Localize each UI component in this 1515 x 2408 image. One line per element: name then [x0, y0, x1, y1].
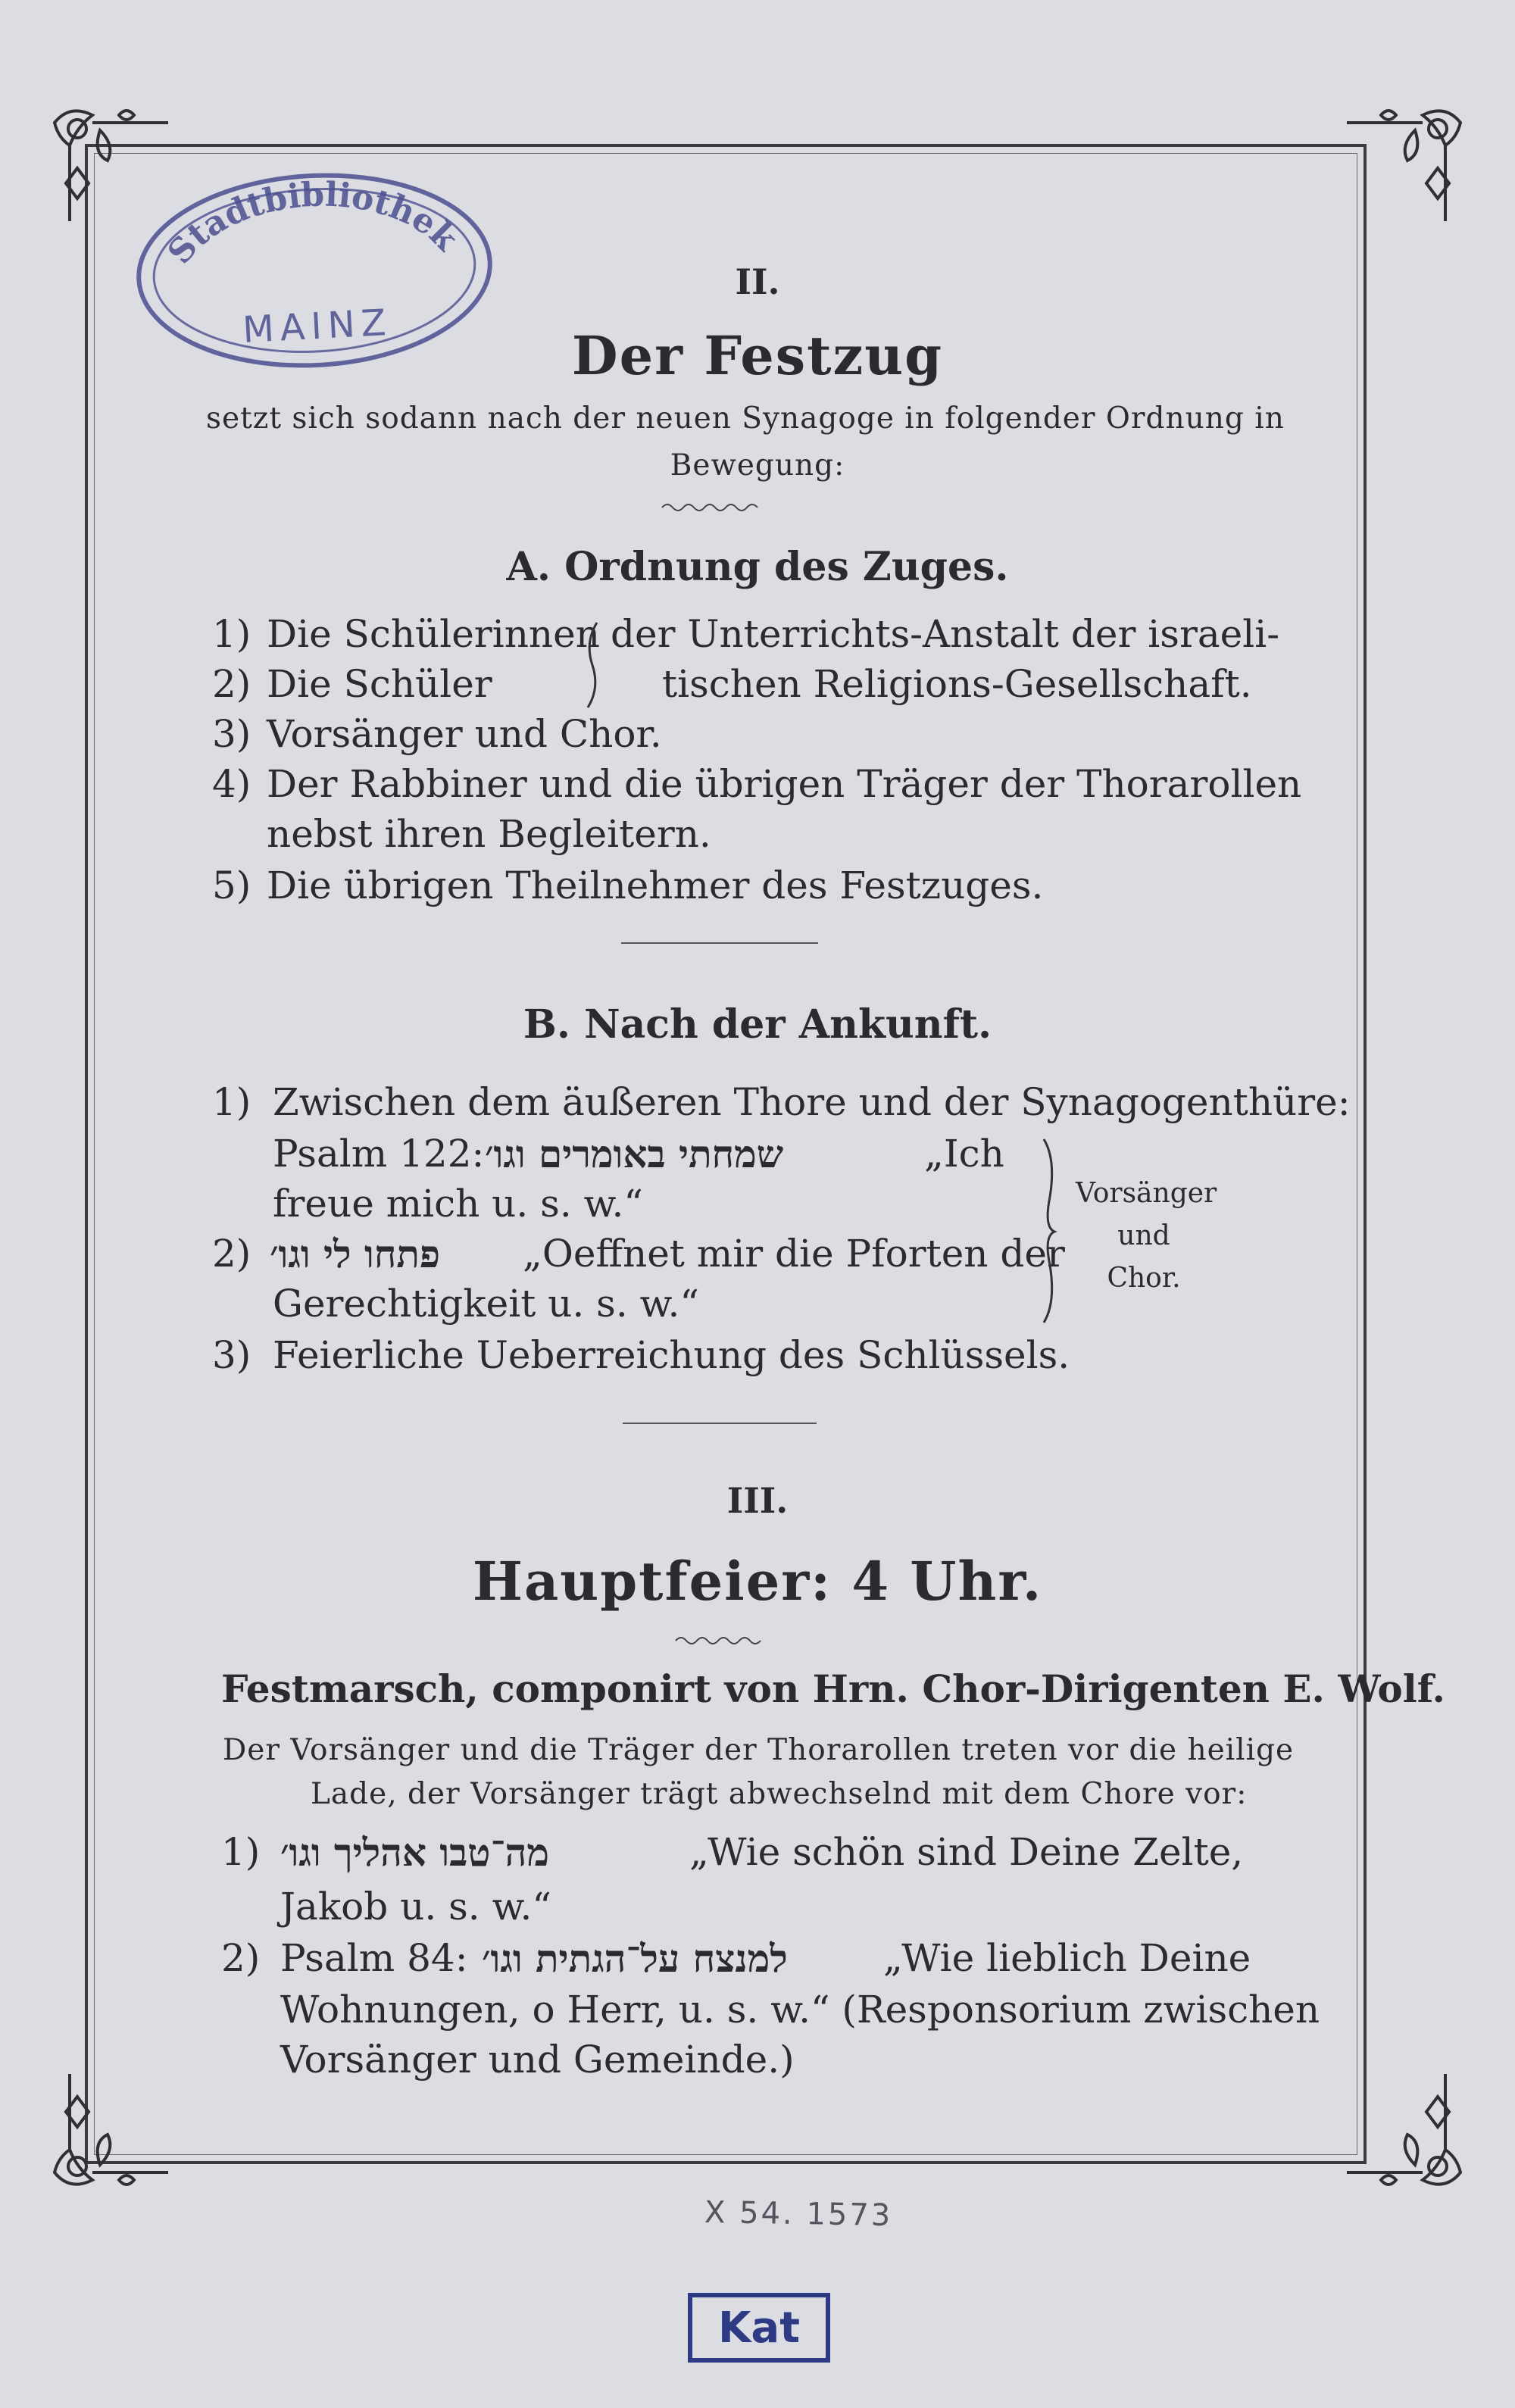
section-3-intro-line2: Lade, der Vorsänger trägt abwechselnd mit dem Chore vor:: [311, 1777, 1248, 1811]
stamp-top-text: Stadtbibliothek: [160, 175, 466, 272]
list-number: 4): [212, 762, 251, 806]
verse-translation: „Ich: [924, 1132, 1004, 1176]
list-item-bracket-text: der Unterrichts-Anstalt der israeli-: [611, 612, 1280, 656]
ornament-corner-bottom-left: [47, 2066, 176, 2195]
list-number: 2): [212, 662, 251, 706]
section-2-intro-line1: setzt sich sodann nach der neuen Synagoge in folgender Ordnung in: [206, 401, 1285, 436]
section-2-title: Der Festzug: [571, 324, 944, 387]
list-number: 2): [212, 1232, 251, 1276]
section-2-intro-line2: Bewegung:: [670, 448, 845, 483]
list-number: 5): [212, 864, 251, 907]
list-item: Die Schülerinnen: [267, 612, 600, 656]
list-number: 1): [212, 1080, 251, 1124]
divider-squiggle: [674, 1635, 765, 1647]
svg-text:Stadtbibliothek: [157, 167, 467, 273]
shelfmark-pencil-note: X 54. 1573: [704, 2194, 893, 2234]
psalm-label: Psalm 84:: [280, 1936, 468, 1980]
section-3-number: III.: [726, 1480, 789, 1521]
list-item-continuation: Wohnungen, o Herr, u. s. w.“ (Responsorium zwischen: [280, 1988, 1320, 2032]
grouping-brace: [1038, 1136, 1068, 1326]
list-item-bracket-text: tischen Religions-Gesellschaft.: [662, 662, 1252, 706]
list-item-continuation: Jakob u. s. w.“: [280, 1885, 551, 1929]
list-item-continuation: nebst ihren Begleitern.: [267, 812, 711, 856]
stamp-bottom-text: MAINZ: [241, 301, 393, 352]
verse-translation: „Wie lieblich Deine: [883, 1936, 1251, 1980]
festmarsch-line: Festmarsch, componirt von Hrn. Chor-Dirigenten E. Wolf.: [221, 1666, 1445, 1711]
subsection-a-heading: A. Ordnung des Zuges.: [506, 544, 1009, 590]
grouping-brace: [580, 620, 603, 711]
side-note-line: und: [1117, 1220, 1170, 1251]
section-2-number: II.: [735, 261, 780, 302]
divider-squiggle: [661, 501, 767, 514]
list-number: 1): [221, 1830, 261, 1874]
list-item: Feierliche Ueberreichung des Schlüssels.: [273, 1333, 1070, 1377]
list-number: 2): [221, 1936, 261, 1980]
side-note-line: Chor.: [1107, 1263, 1181, 1294]
list-item-continuation: Vorsänger und Gemeinde.): [280, 2038, 795, 2082]
hebrew-verse: למנצח על־הגתית וגו׳: [482, 1936, 788, 1981]
list-item: Vorsänger und Chor.: [267, 712, 662, 756]
list-number: 1): [212, 612, 251, 656]
list-item: Zwischen dem äußeren Thore und der Synagogenthüre:: [273, 1080, 1351, 1124]
list-item: Die übrigen Theilnehmer des Festzuges.: [267, 864, 1044, 907]
kat-label: Kat: [718, 2303, 800, 2353]
kat-stamp: [688, 2293, 830, 2363]
verse-translation: „Oeffnet mir die Pforten der: [523, 1232, 1065, 1276]
verse-translation: „Wie schön sind Deine Zelte,: [689, 1830, 1244, 1874]
list-item-continuation: freue mich u. s. w.“: [273, 1182, 643, 1226]
divider-rule: [621, 942, 818, 944]
section-3-title: Hauptfeier: 4 Uhr.: [472, 1550, 1043, 1613]
list-number: 3): [212, 712, 251, 756]
list-item: Die Schüler: [267, 662, 492, 706]
psalm-label: Psalm 122:: [273, 1132, 485, 1176]
subsection-b-heading: B. Nach der Ankunft.: [523, 1001, 992, 1048]
hebrew-verse: מה־טבו אהליך וגו׳: [280, 1830, 550, 1875]
divider-rule: [623, 1423, 817, 1424]
list-item: Der Rabbiner und die übrigen Träger der Thorarollen: [267, 762, 1302, 806]
ornament-corner-top-right: [1339, 100, 1468, 229]
side-note-choir: [1076, 1173, 1217, 1300]
side-note-line: Vorsänger: [1076, 1178, 1217, 1209]
list-number: 3): [212, 1333, 251, 1377]
hebrew-verse: פתחו לי וגו׳: [270, 1232, 441, 1276]
hebrew-verse: שמחתי באומרים וגו׳: [485, 1132, 784, 1176]
list-item-continuation: Gerechtigkeit u. s. w.“: [273, 1282, 699, 1326]
section-3-intro-line1: Der Vorsänger und die Träger der Thorarollen treten vor die heilige: [223, 1733, 1295, 1767]
ornament-corner-bottom-right: [1339, 2066, 1468, 2195]
